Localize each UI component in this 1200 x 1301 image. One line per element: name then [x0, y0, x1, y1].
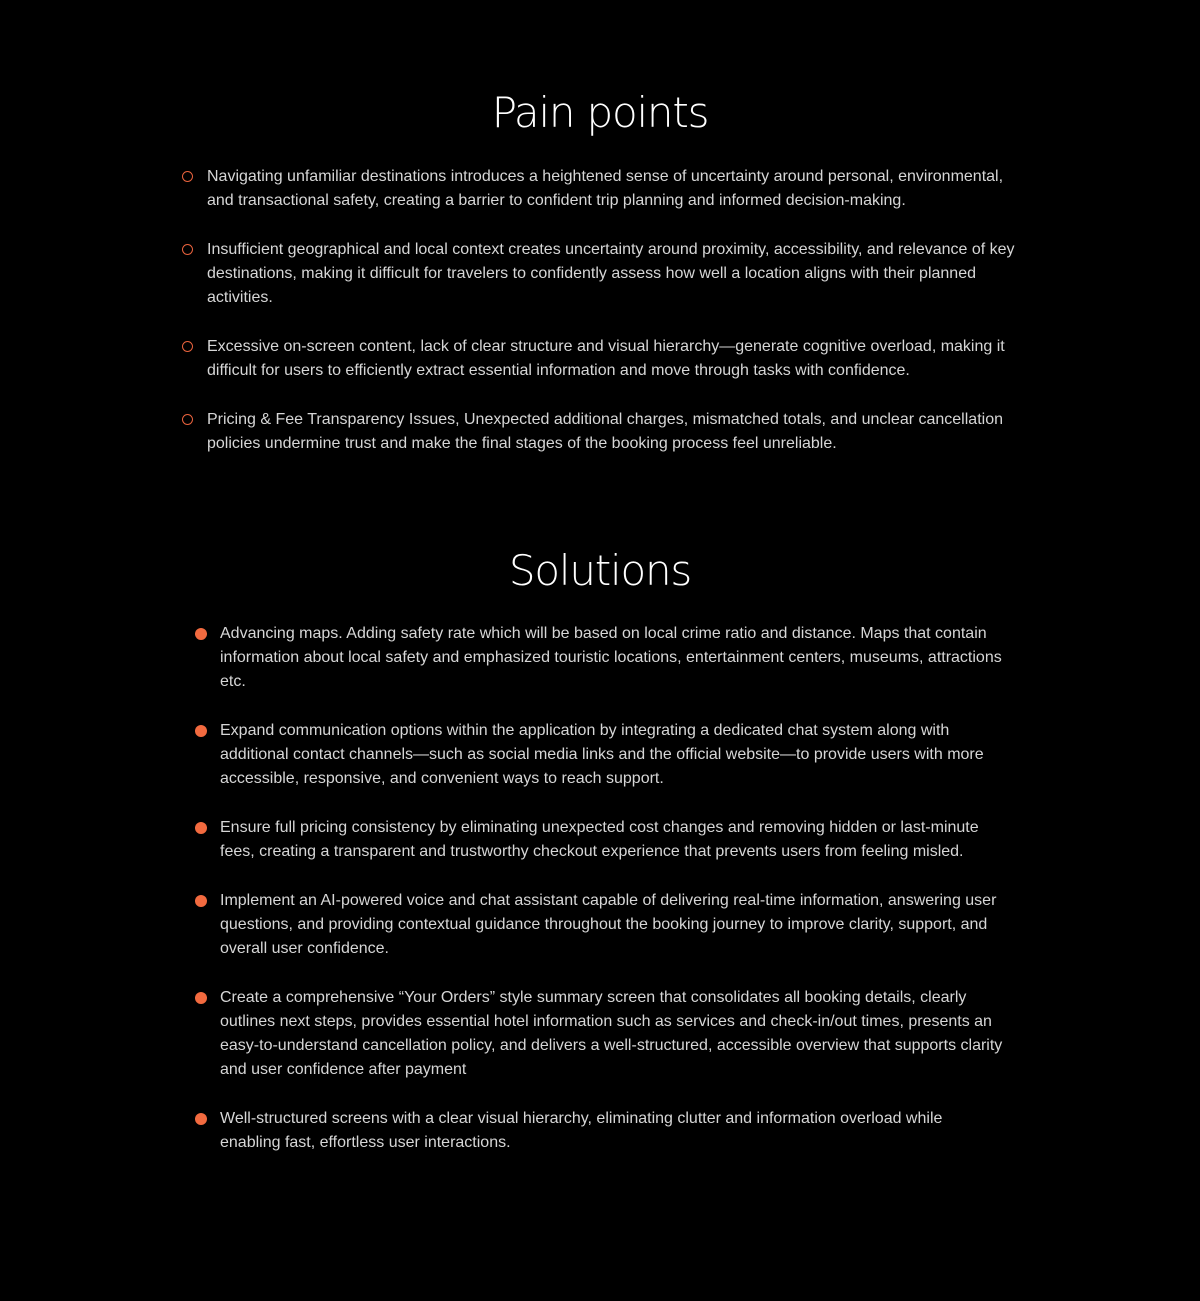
solution-text: Implement an AI-powered voice and chat assistant capable of delivering real-time information, answering user questions, and providing contextual guidance throughout the booking journey to improve clarity, support, and overall user confidence.	[220, 892, 997, 957]
circle-filled-icon	[195, 895, 207, 907]
circle-filled-icon	[195, 725, 207, 737]
circle-outline-icon	[182, 244, 193, 255]
list-item	[195, 622, 1005, 694]
list-item	[195, 1107, 1005, 1155]
circle-filled-icon	[195, 628, 207, 640]
solution-text: Expand communication options within the application by integrating a dedicated chat system along with additional contact channels—such as social media links and the official website—to provide users with more accessible, responsive, and convenient ways to reach support.	[220, 722, 984, 787]
solution-text: Advancing maps. Adding safety rate which will be based on local crime ratio and distance. Maps that contain information about local safety and emphasized touristic locations, entertainment centers, museums, attractions etc.	[220, 625, 1002, 690]
circle-outline-icon	[182, 171, 193, 182]
list-item	[182, 238, 1022, 310]
list-item	[195, 986, 1005, 1082]
circle-outline-icon	[182, 341, 193, 352]
list-item	[195, 889, 1005, 961]
circle-filled-icon	[195, 1113, 207, 1125]
pain-points-heading: Pain points	[491, 88, 709, 137]
solution-text: Ensure full pricing consistency by eliminating unexpected cost changes and removing hidden or last-minute fees, creating a transparent and trustworthy checkout experience that prevents users from feeling misled.	[220, 819, 979, 860]
solution-text: Well-structured screens with a clear visual hierarchy, eliminating clutter and information overload while enabling fast, effortless user interactions.	[220, 1110, 943, 1151]
pain-point-text: Pricing & Fee Transparency Issues, Unexpected additional charges, mismatched totals, and unclear cancellation policies undermine trust and make the final stages of the booking process feel unreliable.	[207, 411, 1003, 452]
circle-outline-icon	[182, 414, 193, 425]
list-item	[182, 335, 1022, 383]
circle-filled-icon	[195, 822, 207, 834]
solutions-heading: Solutions	[508, 546, 692, 595]
list-item	[195, 719, 1005, 791]
pain-point-text: Navigating unfamiliar destinations introduces a heightened sense of uncertainty around personal, environmental, and transactional safety, creating a barrier to confident trip planning and informed decision-making.	[207, 168, 1004, 209]
solutions-list	[195, 622, 1005, 1180]
pain-point-text: Excessive on-screen content, lack of clear structure and visual hierarchy—generate cognitive overload, making it difficult for users to efficiently extract essential information and move through tasks with confidence.	[207, 338, 1005, 379]
pain-points-list	[182, 165, 1022, 481]
pain-point-text: Insufficient geographical and local context creates uncertainty around proximity, accessibility, and relevance of key destinations, making it difficult for travelers to confidently assess how well a location aligns with their planned activities.	[207, 241, 1015, 306]
list-item	[182, 165, 1022, 213]
list-item	[182, 408, 1022, 456]
circle-filled-icon	[195, 992, 207, 1004]
list-item	[195, 816, 1005, 864]
solution-text: Create a comprehensive “Your Orders” style summary screen that consolidates all booking details, clearly outlines next steps, provides essential hotel information such as services and check-in/out times, presents an easy-to-understand cancellation policy, and delivers a well-structured, accessible overview that supports clarity and user confidence after payment	[220, 989, 1003, 1078]
